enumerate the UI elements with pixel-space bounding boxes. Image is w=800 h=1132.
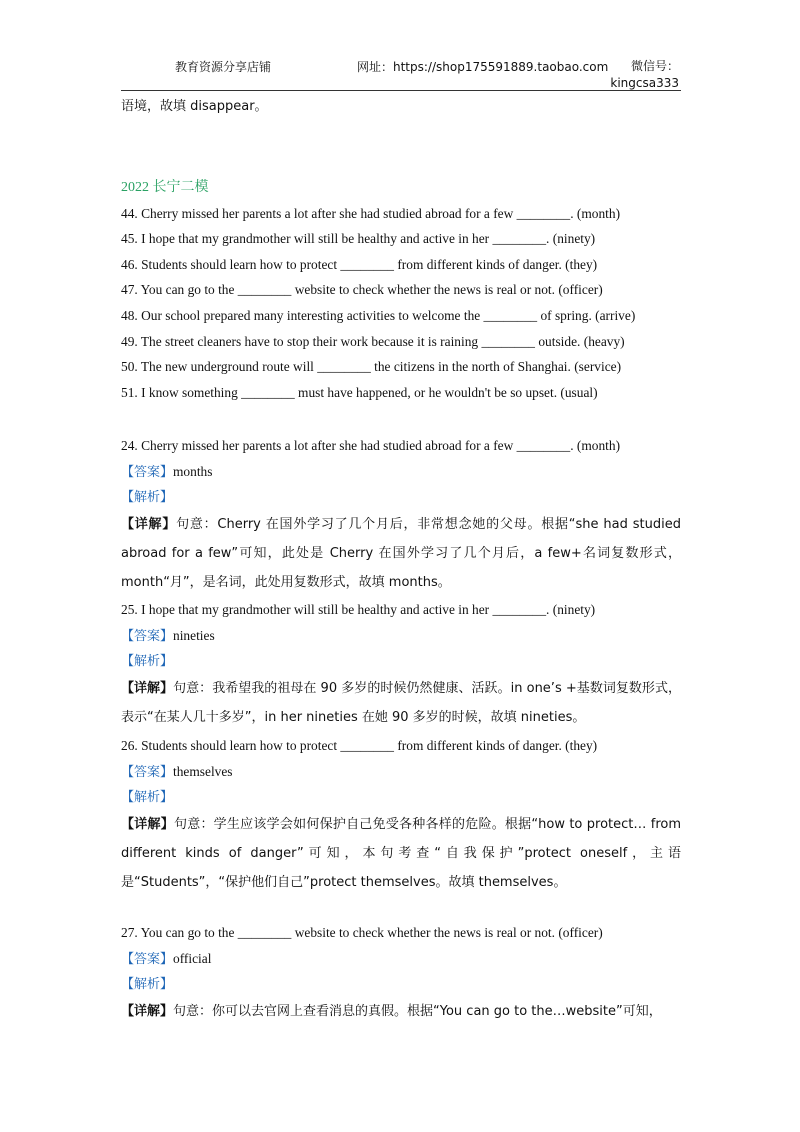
questions-section — [121, 175, 681, 405]
question-line: 46. Students should learn how to protect ________ from different kinds of danger. (they) — [121, 256, 598, 272]
section-title: 2022 长宁二模 — [121, 180, 209, 195]
detail-label: 【详解】 — [121, 516, 177, 532]
answer-value: themselves — [173, 763, 233, 779]
page-header — [121, 56, 681, 91]
answer-question: 27. You can go to the ________ website to check whether the news is real or not. (officer) — [121, 925, 603, 940]
answer-block — [121, 920, 681, 1026]
answer-label: 【答案】 — [121, 764, 174, 780]
shop-url[interactable]: 网址：https://shop175591889.taobao.com — [357, 60, 609, 74]
analysis-label: 【解析】 — [121, 654, 174, 670]
analysis-label: 【解析】 — [121, 977, 174, 993]
question-line: 44. Cherry missed her parents a lot after she had studied abroad for a few ________. (month) — [121, 205, 621, 221]
answer-block — [121, 733, 681, 897]
answer-value: nineties — [173, 627, 215, 643]
analysis-label: 【解析】 — [121, 790, 174, 806]
detail-text: 句意：Cherry 在国外学习了几个月后，非常想念她的父母。根据“she had studied abroad for a few”可知，此处是 Cherry 在国外学习了几个月后，a few+名词复数形式，month“月”，是名词，此处用复数形式，故填 months。 — [121, 516, 681, 590]
detail-label: 【详解】 — [121, 816, 174, 832]
detail-text: 句意：我希望我的祖母在 90 多岁的时候仍然健康、活跃。in one’s +基数词复数形式，表示“在某人几十多岁”，in her nineties 在她 90 多岁的时候，故填 nineties。 — [121, 680, 681, 725]
answer-value: months — [173, 463, 213, 479]
question-line: 47. You can go to the ________ website to check whether the news is real or not. (officer) — [121, 282, 603, 298]
answer-label: 【答案】 — [121, 951, 174, 967]
wechat-label: 微信号： — [630, 59, 679, 73]
analysis-label: 【解析】 — [121, 490, 174, 506]
question-line: 50. The new underground route will ________ the citizens in the north of Shanghai. (service) — [121, 359, 622, 375]
detail-text: 句意：学生应该学会如何保护自己免受各种各样的危险。根据“how to protect… from different kinds of danger”可知，本句考查“自我保护”protect oneself，主语是“Students”，“保护他们自己”protect themselves。故填 themselves。 — [121, 816, 681, 890]
question-line: 48. Our school prepared many interesting activities to welcome the ________ of spring. (arrive) — [121, 307, 636, 323]
answer-question: 25. I hope that my grandmother will still be healthy and active in her ________. (ninety) — [121, 602, 596, 617]
detail-label: 【详解】 — [121, 680, 174, 696]
answer-value: official — [173, 950, 212, 966]
answer-label: 【答案】 — [121, 628, 174, 644]
top-line-block — [121, 94, 681, 120]
wechat-id: kingcsa333 — [610, 76, 679, 90]
answer-block — [121, 433, 681, 597]
top-line: 语境，故填 disappear。 — [121, 99, 268, 114]
detail-text: 句意：你可以去官网上查看消息的真假。根据“You can go to the…website”可知， — [173, 1003, 662, 1019]
answer-question: 26. Students should learn how to protect ________ from different kinds of danger. (they) — [121, 738, 598, 753]
question-line: 49. The street cleaners have to stop their work because it is raining ________ outside. (heavy) — [121, 333, 625, 349]
shop-name: 教育资源分享店铺 — [175, 60, 272, 74]
question-line: 51. I know something ________ must have happened, or he wouldn't be so upset. (usual) — [121, 384, 598, 400]
answer-block — [121, 597, 681, 732]
question-line: 45. I hope that my grandmother will still be healthy and active in her ________. (ninety) — [121, 231, 596, 247]
detail-label: 【详解】 — [121, 1003, 174, 1019]
answer-label: 【答案】 — [121, 464, 174, 480]
wechat-info — [610, 58, 679, 92]
answer-question: 24. Cherry missed her parents a lot after she had studied abroad for a few ________. (month) — [121, 438, 621, 453]
